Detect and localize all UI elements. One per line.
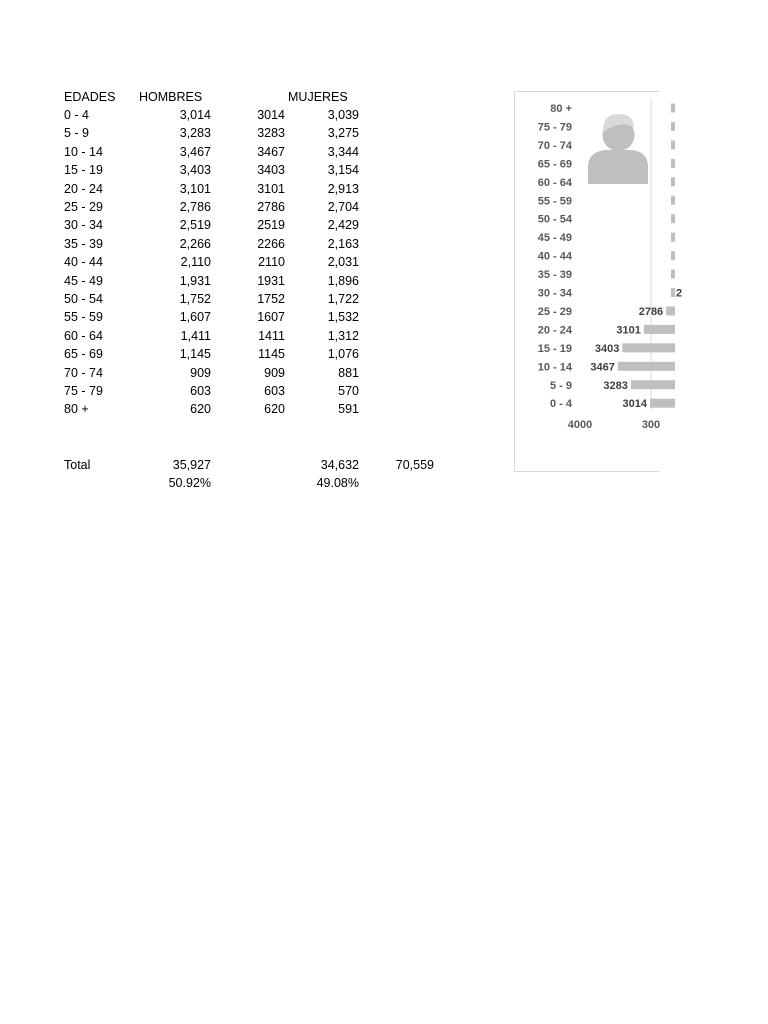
- row-age: 5 - 9: [64, 126, 90, 141]
- row-age: 60 - 64: [64, 328, 103, 343]
- row-hombres-raw: 1607: [257, 310, 285, 325]
- row-hombres: 3,467: [179, 144, 211, 159]
- row-age: 20 - 24: [64, 181, 103, 196]
- row-hombres: 1,411: [180, 328, 211, 343]
- bar[interactable]: [671, 104, 675, 113]
- row-hombres-raw: 2266: [257, 236, 285, 251]
- row-hombres-raw: 3467: [257, 144, 285, 159]
- category-label: 25 - 29: [537, 305, 572, 318]
- category-label: 40 - 44: [537, 250, 572, 263]
- row-hombres-raw: 1752: [257, 292, 285, 306]
- row-mujeres: 1,896: [327, 273, 359, 288]
- row-hombres: 2,519: [179, 218, 211, 233]
- category-label: 20 - 24: [537, 324, 572, 337]
- row-mujeres: 2,031: [327, 255, 359, 270]
- category-label: 80 +: [550, 103, 572, 115]
- row-age: 55 - 59: [64, 310, 103, 325]
- row-mujeres: 3,039: [327, 108, 359, 122]
- row-hombres-raw: 3403: [257, 163, 285, 178]
- row-mujeres: 1,532: [327, 310, 359, 325]
- row-mujeres: 591: [338, 402, 359, 417]
- row-mujeres: 3,344: [327, 144, 359, 159]
- header-mujeres: MUJERES: [288, 90, 348, 104]
- row-mujeres: 1,312: [327, 328, 359, 343]
- category-label: 30 - 34: [537, 287, 572, 300]
- bar[interactable]: [671, 214, 675, 223]
- row-hombres-raw: 1145: [258, 347, 285, 362]
- row-hombres-raw: 3283: [257, 126, 285, 141]
- total-mujeres: 34,632: [320, 458, 359, 472]
- category-label: 5 - 9: [549, 379, 572, 392]
- row-hombres: 1,145: [179, 347, 211, 362]
- row-age: 65 - 69: [64, 347, 103, 362]
- row-age: 75 - 79: [64, 384, 103, 398]
- user-icon-body: [588, 150, 648, 184]
- row-age: 25 - 29: [64, 200, 103, 214]
- row-hombres: 3,101: [179, 181, 211, 196]
- row-hombres: 3,014: [179, 108, 211, 122]
- value-label: 3467: [590, 361, 615, 374]
- category-label: 35 - 39: [537, 269, 572, 282]
- bar[interactable]: [618, 362, 675, 371]
- bar[interactable]: [671, 233, 675, 242]
- pct-hombres: 50.92%: [168, 476, 211, 490]
- row-hombres-raw: 1411: [258, 328, 285, 343]
- x-tick-labels: [568, 419, 660, 431]
- row-hombres: 3,283: [179, 126, 211, 141]
- value-label: 3014: [622, 398, 648, 411]
- row-hombres: 603: [190, 384, 211, 398]
- pct-mujeres: 49.08%: [316, 476, 359, 490]
- bar[interactable]: [650, 399, 675, 408]
- category-label: 65 - 69: [537, 158, 572, 171]
- row-hombres-raw: 2110: [258, 255, 285, 270]
- total-hombres: 35,927: [172, 458, 211, 472]
- row-mujeres: 2,163: [327, 236, 359, 251]
- value-label: 2: [676, 287, 683, 300]
- row-hombres: 1,931: [179, 273, 211, 288]
- category-label: 0 - 4: [549, 398, 572, 411]
- x-tick-label: 300: [641, 419, 661, 431]
- row-mujeres: 2,913: [327, 181, 359, 196]
- bar[interactable]: [671, 177, 675, 186]
- bar[interactable]: [671, 140, 675, 149]
- row-mujeres: 3,154: [327, 163, 359, 178]
- row-hombres: 1,607: [179, 310, 211, 325]
- row-hombres: 620: [190, 402, 211, 417]
- row-mujeres: 1,076: [327, 347, 359, 362]
- row-hombres-raw: 909: [264, 365, 285, 380]
- row-hombres-raw: 620: [264, 402, 285, 417]
- row-mujeres: 881: [338, 365, 359, 380]
- bar[interactable]: [671, 288, 675, 297]
- bar[interactable]: [622, 343, 675, 352]
- category-label: 60 - 64: [537, 176, 572, 189]
- row-hombres: 3,403: [179, 163, 211, 178]
- bar[interactable]: [631, 380, 675, 389]
- row-age: 15 - 19: [64, 163, 103, 178]
- total-grand: 70,559: [395, 458, 434, 472]
- bar[interactable]: [671, 122, 675, 131]
- row-age: 10 - 14: [64, 144, 103, 159]
- row-age: 35 - 39: [64, 236, 103, 251]
- row-mujeres: 1,722: [327, 292, 359, 306]
- value-label: 3283: [603, 379, 628, 392]
- category-label: 70 - 74: [537, 139, 572, 152]
- row-age: 50 - 54: [64, 292, 103, 306]
- total-label: Total: [64, 458, 91, 472]
- bar[interactable]: [666, 306, 675, 315]
- row-mujeres: 3,275: [327, 126, 359, 141]
- category-label: 75 - 79: [537, 121, 572, 134]
- row-age: 70 - 74: [64, 365, 103, 380]
- value-label: 2786: [638, 305, 664, 318]
- bar[interactable]: [671, 251, 675, 260]
- bar[interactable]: [671, 196, 675, 205]
- chart-svg: [515, 92, 683, 471]
- row-hombres: 1,752: [179, 292, 211, 306]
- header-hombres: HOMBRES: [139, 90, 203, 104]
- row-hombres-raw: 3014: [257, 108, 285, 122]
- male-user-icon: [588, 114, 648, 184]
- row-hombres-raw: 2786: [257, 200, 285, 214]
- category-labels: [538, 103, 573, 410]
- row-hombres: 2,110: [180, 255, 211, 270]
- row-age: 0 - 4: [64, 108, 90, 122]
- row-hombres: 909: [190, 365, 211, 380]
- row-hombres: 2,786: [179, 200, 211, 214]
- category-label: 45 - 49: [537, 232, 572, 245]
- category-label: 50 - 54: [537, 213, 572, 226]
- row-age: 45 - 49: [64, 273, 103, 288]
- row-hombres-raw: 1931: [257, 273, 285, 288]
- row-hombres-raw: 3101: [257, 181, 285, 196]
- row-hombres-raw: 2519: [257, 218, 285, 233]
- x-tick-label: 4000: [567, 419, 593, 431]
- row-hombres: 2,266: [179, 236, 211, 251]
- row-hombres-raw: 603: [264, 384, 285, 398]
- row-age: 40 - 44: [64, 255, 103, 270]
- row-age: 80 +: [64, 402, 89, 417]
- row-mujeres: 2,704: [327, 200, 359, 214]
- row-mujeres: 2,429: [327, 218, 359, 233]
- value-label: 3403: [594, 342, 620, 355]
- value-label: 3101: [616, 324, 641, 337]
- category-label: 15 - 19: [537, 342, 572, 355]
- category-label: 10 - 14: [537, 361, 572, 374]
- header-edades: EDADES: [64, 90, 116, 104]
- row-age: 30 - 34: [64, 218, 103, 233]
- population-pyramid-chart[interactable]: [514, 91, 683, 472]
- category-label: 55 - 59: [537, 195, 572, 208]
- row-mujeres: 570: [338, 384, 359, 398]
- bar[interactable]: [671, 159, 675, 168]
- bar[interactable]: [671, 270, 675, 279]
- bar[interactable]: [644, 325, 675, 334]
